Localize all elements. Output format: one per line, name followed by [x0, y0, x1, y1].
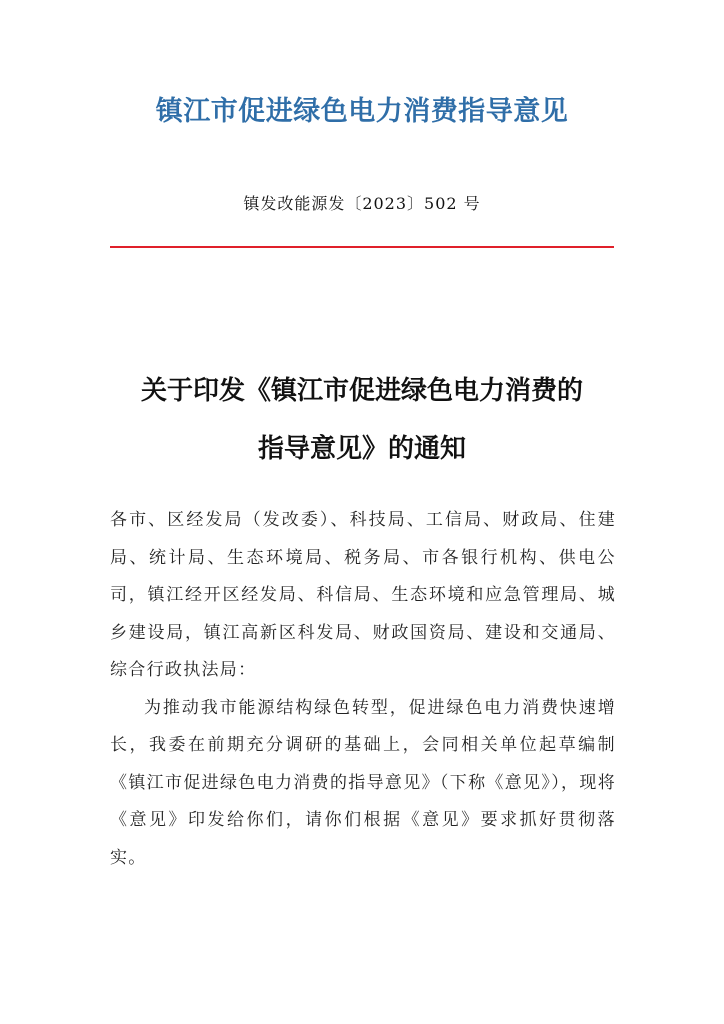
notice-title-line-1: 关于印发《镇江市促进绿色电力消费的: [140, 376, 583, 406]
document-header-title: 镇江市促进绿色电力消费指导意见: [155, 96, 569, 127]
notice-title-line-2: 指导意见》的通知: [257, 434, 466, 464]
red-divider-line: [110, 246, 614, 248]
notice-title: [0, 362, 724, 478]
addressees-paragraph: 各市、区经发局（发改委）、科技局、工信局、财政局、住建局、统计局、生态环境局、税务局、市各银行机构、供电公司，镇江经开区经发局、科信局、生态环境和应急管理局、城乡建设局，镇江高新区科发局、财政国资局、建设和交通局、综合行政执法局：: [110, 510, 616, 680]
document-body: [110, 502, 616, 877]
body-paragraph: 为推动我市能源结构绿色转型，促进绿色电力消费快速增长，我委在前期充分调研的基础上，会同相关单位起草编制《镇江市促进绿色电力消费的指导意见》（下称《意见》），现将《意见》印发给你们，请你们根据《意见》要求抓好贯彻落实。: [110, 697, 616, 868]
document-number: 镇发改能源发〔2023〕502 号: [243, 194, 481, 213]
